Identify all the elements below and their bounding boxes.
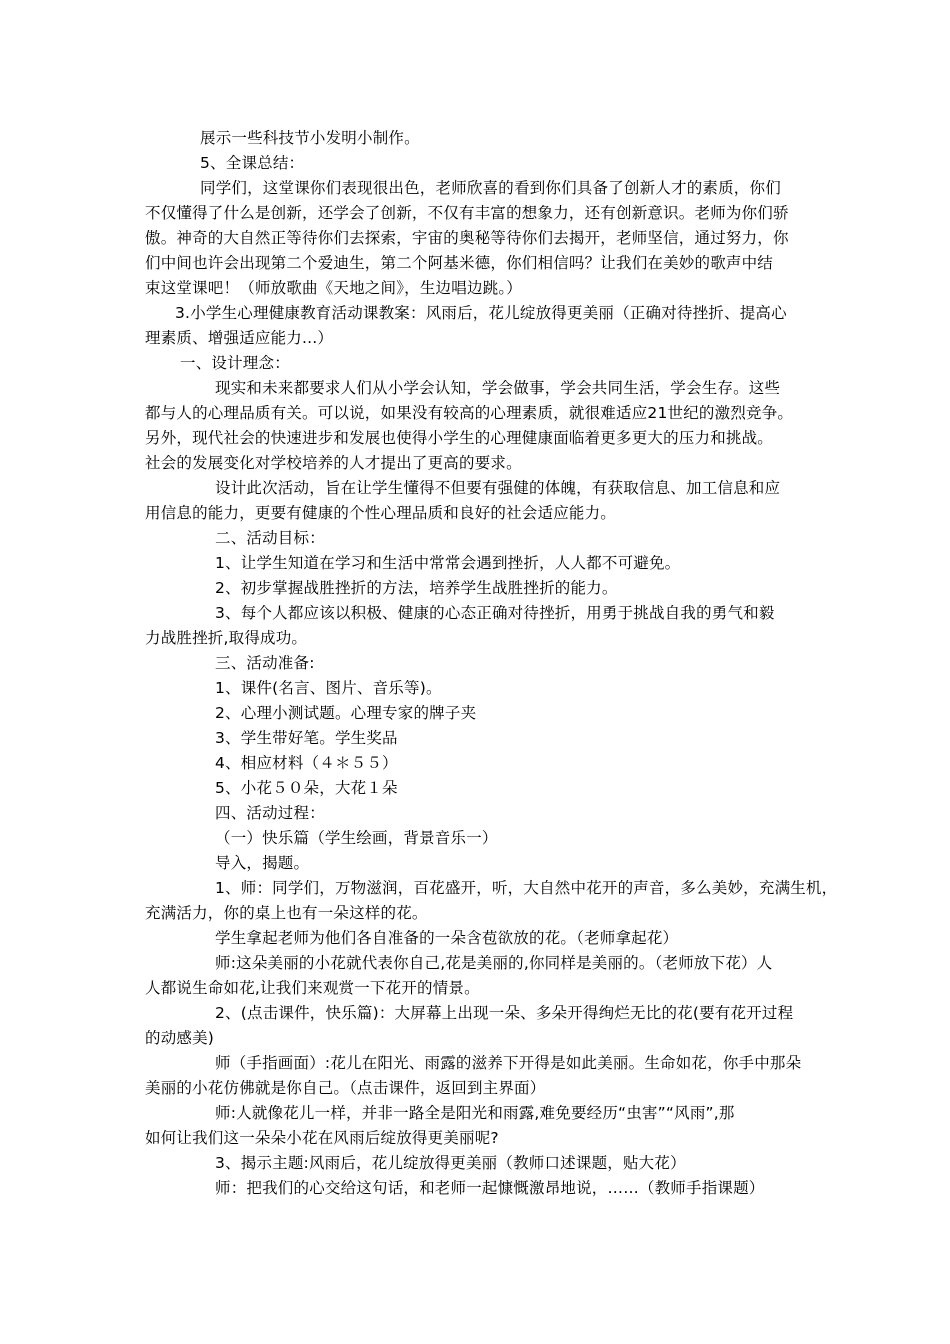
text-line: 1、课件(名言、图片、音乐等)。 <box>215 679 442 697</box>
text-line: 设计此次活动，旨在让学生懂得不但要有强健的体魄，有获取信息、加工信息和应 <box>215 479 781 497</box>
text-line: 导入，揭题。 <box>215 854 310 872</box>
text-line: 3.小学生心理健康教育活动课教案：风雨后，花儿绽放得更美丽（正确对待挫折、提高心 <box>175 304 787 322</box>
text-line: 都与人的心理品质有关。可以说，如果没有较高的心理素质，就很难适应21世纪的激烈竞争。 <box>145 404 794 422</box>
text-line: （一）快乐篇（学生绘画，背景音乐一） <box>215 829 498 847</box>
text-line: 傲。神奇的大自然正等待你们去探索，宇宙的奥秘等待你们去揭开，老师坚信，通过努力，你 <box>145 229 789 247</box>
text-line: 力战胜挫折,取得成功。 <box>145 629 308 647</box>
text-line: 用信息的能力，更要有健康的个性心理品质和良好的社会适应能力。 <box>145 504 617 522</box>
text-line: 5、全课总结： <box>200 154 305 172</box>
text-line: 的动感美) <box>145 1029 215 1047</box>
text-line: 1、师：同学们，万物滋润，百花盛开，听，大自然中花开的声音，多么美妙，充满生机， <box>215 879 838 897</box>
text-line: 师：把我们的心交给这句话，和老师一起慷慨激昂地说，……（教师手指课题） <box>215 1179 765 1197</box>
text-line: 2、心理小测试题。心理专家的牌子夹 <box>215 704 477 722</box>
text-line: 师（手指画面）:花儿在阳光、雨露的滋养下开得是如此美丽。生命如花，你手中那朵 <box>215 1054 802 1072</box>
text-line: 不仅懂得了什么是创新，还学会了创新，不仅有丰富的想象力，还有创新意识。老师为你们骄 <box>145 204 789 222</box>
text-line: 2、初步掌握战胜挫折的方法，培养学生战胜挫折的能力。 <box>215 579 618 597</box>
text-line: 5、小花５０朵，大花１朵 <box>215 779 398 797</box>
text-line: 充满活力，你的桌上也有一朵这样的花。 <box>145 904 428 922</box>
text-line: 师:人就像花儿一样，并非一路全是阳光和雨露,难免要经历“虫害”“风雨”,那 <box>215 1104 735 1122</box>
text-line: 师:这朵美丽的小花就代表你自己,花是美丽的,你同样是美丽的。（老师放下花）人 <box>215 954 773 972</box>
text-line: 1、让学生知道在学习和生活中常常会遇到挫折，人人都不可避免。 <box>215 554 681 572</box>
text-line: 3、揭示主题:风雨后，花儿绽放得更美丽（教师口述课题，贴大花） <box>215 1154 686 1172</box>
text-line: 3、学生带好笔。学生奖品 <box>215 729 398 747</box>
text-line: 同学们，这堂课你们表现很出色，老师欣喜的看到你们具备了创新人才的素质，你们 <box>200 179 781 197</box>
text-line: 学生拿起老师为他们各自准备的一朵含苞欲放的花。（老师拿起花） <box>215 929 679 947</box>
text-line: 社会的发展变化对学校培养的人才提出了更高的要求。 <box>145 454 522 472</box>
text-line: 2、(点击课件，快乐篇)：大屏幕上出现一朵、多朵开得绚烂无比的花(要有花开过程 <box>215 1004 794 1022</box>
text-line: 如何让我们这一朵朵小花在风雨后绽放得更美丽呢? <box>145 1129 499 1147</box>
text-line: 一、设计理念： <box>180 354 290 372</box>
text-line: 理素质、增强适应能力...） <box>145 329 334 347</box>
text-line: 美丽的小花仿佛就是你自己。（点击课件，返回到主界面） <box>145 1079 546 1097</box>
text-line: 人都说生命如花,让我们来观赏一下花开的情景。 <box>145 979 480 997</box>
text-line: 束这堂课吧！（师放歌曲《天地之间》，生边唱边跳。） <box>145 279 523 297</box>
text-line: 三、活动准备: <box>215 654 315 672</box>
text-line: 4、相应材料（４＊５５） <box>215 754 398 772</box>
text-line: 展示一些科技节小发明小制作。 <box>200 129 420 147</box>
text-line: 现实和未来都要求人们从小学会认知，学会做事，学会共同生活，学会生存。这些 <box>215 379 781 397</box>
text-line: 另外，现代社会的快速进步和发展也使得小学生的心理健康面临着更多更大的压力和挑战。 <box>145 429 774 447</box>
text-line: 二、活动目标： <box>215 529 325 547</box>
text-line: 3、每个人都应该以积极、健康的心态正确对待挫折，用勇于挑战自我的勇气和毅 <box>215 604 775 622</box>
text-line: 们中间也许会出现第二个爱迪生，第二个阿基米德，你们相信吗？让我们在美妙的歌声中结 <box>145 254 774 272</box>
text-line: 四、活动过程： <box>215 804 325 822</box>
